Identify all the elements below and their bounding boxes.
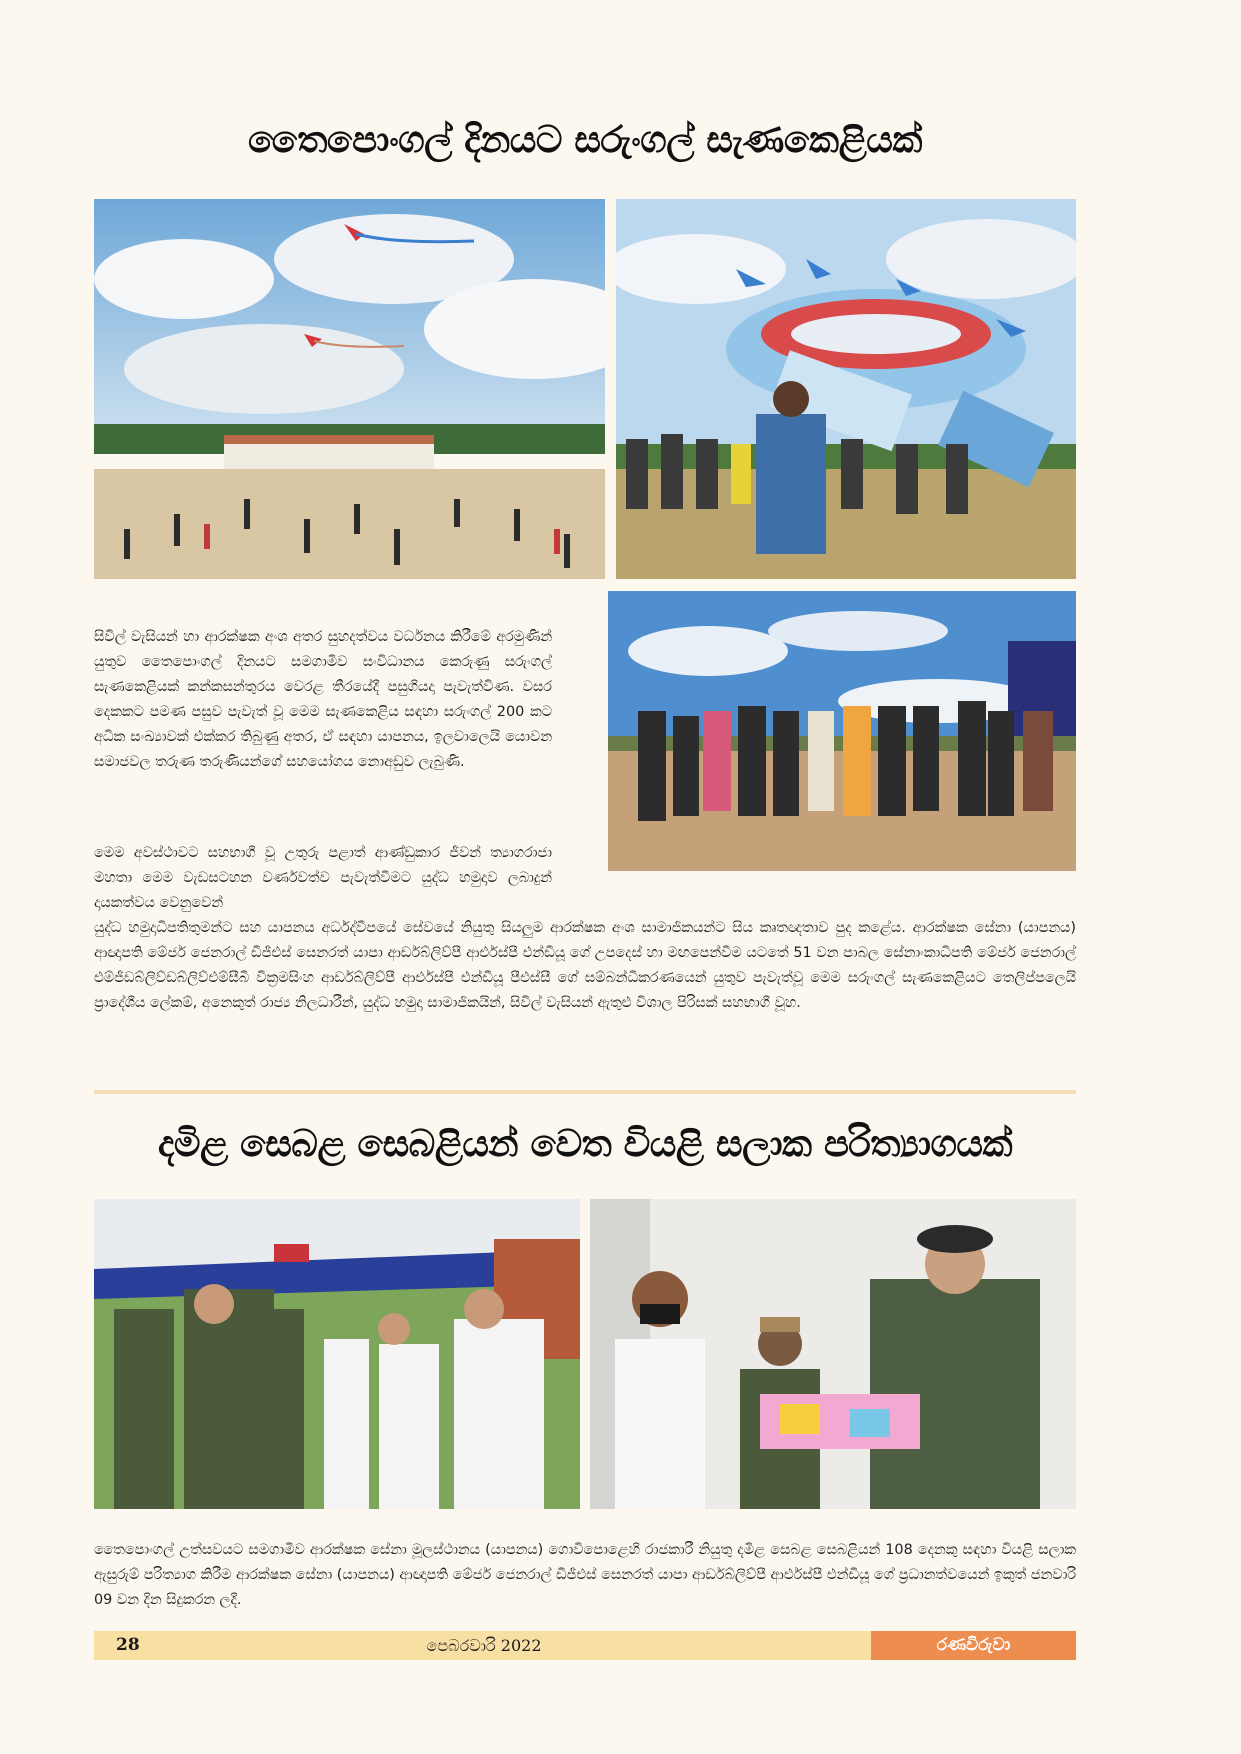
page-footer (94, 1631, 1076, 1660)
article1-paragraph-1: සිවිල් වැසියන් හා ආරක්ෂක අංශ අතර සුහදත්වය වර්ධනය කිරීමේ අරමුණින් යුතුව තෛපොංගල් දිනයට සමගාමීව සංවිධානය කෙරුණු සරුංගල් සැණකෙළියක් කන්කසන්තුරය වෙරළ තීරයේදී පසුගියදා පැවැත්විණ. වසර දෙකකට පමණ පසුව පැවැත් වූ මෙම සැණකෙළිය සඳහා සරුංගල් 200 කට අධික සංඛ්‍යාවක් එක්කර තිබුණු අතර, ඒ සඳහා යාපනය, ඉලවාලෙයි යොවන සමාජවල තරුණ තරුණියන්ගේ සහයෝගය නොඅඩුව ලැබුණි. (94, 629, 552, 770)
ration-distribution-photo (94, 1199, 580, 1509)
magazine-name: රණවිරුවා (871, 1631, 1076, 1660)
group-photo (608, 591, 1076, 871)
giant-kite-photo (616, 199, 1076, 579)
article1-paragraph-2a: මෙම අවස්ථාවට සහභාගී වූ උතුරු පළාත් ආණ්ඩුකාර ජීවන් ත්‍යාගරාජා මහතා මෙම වැඩසටහන වර්ණවත්ව පැවැත්වීමට යුද්ධ හමුදාව ලබාදුන් දායකත්වය වෙනුවෙන් (94, 845, 552, 911)
issue-date: පෙබරවාරි 2022 (426, 1636, 542, 1655)
article2-paragraph: තෛපොංගල් උත්සවයට සමගාමීව ආරක්ෂක සේනා මූලස්ථානය (යාපනය) ගොවිපොළෙහි රාජකාරී නියුතු දමිළ සෙබළ සෙබළියන් 108 දෙනකු සඳහා වියළි සලාක ඇසුරුම් පරිත්‍යාග කිරීම ආරක්ෂක සේනා (යාපනය) ආඥාපති මේජර් ජෙනරාල් ඩීජීඑස් සෙනරත් යාපා ආර්ඩබ්ලිව්පී ආර්එස්පී එන්ඩීයූ ගේ ප්‍රධානත්වයෙන් ඉකුත් ජනවාරි 09 වන දින සිදුකරන ලදී. (94, 1542, 1077, 1608)
parcel-handover-photo (590, 1199, 1076, 1509)
page-number: 28 (116, 1635, 140, 1655)
kite-beach-photo (94, 199, 605, 579)
article1-headline: තෛපොංගල් දිනයට සරුංගල් සැණකෙළියක් (248, 118, 922, 161)
article1-paragraph-2b: යුද්ධ හමුදාධිපතිතුමන්ට සහ යාපනය අර්ධද්වීපයේ සේවයේ නියුතු සියලුම ආරක්ෂක අංශ සාමාජිකයන්ට සිය කෘතඥතාව පුද කළේය. ආරක්ෂක සේනා (යාපනය) ආඥාපති මේජර් ජෙනරාල් ඩීජීඑස් සෙනරත් යාපා ආර්ඩබ්ලිව්පී ආර්එස්පී එන්ඩීයූ ගේ උපදෙස් හා මඟපෙන්වීම යටතේ 51 වන පාබල සේනාංකාධිපති මේජර් ජෙනරාල් එම්ජීඩබ්ලිව්ඩබ්ලිව්එම්සීබී වික්‍රමසිංහ ආර්ඩබ්ලිව්පී ආර්එස්පී එන්ඩීයූ පීඑස්සී ගේ සම්බන්ධීකරණයෙන් යුතුව පැවැත්වූ මෙම සරුංගල් සැණකෙළියට තෙලිප්පලෙයි ප්‍රාදේශීය ලේකම්, අනෙකුත් රාජ්‍ය නිලධාරීන්, යුද්ධ හමුදා සාමාජිකයින්, සිවිල් වැසියන් ඇතුළු විශාල පිරිසක් සහභාගී වූහ. (94, 920, 1076, 1011)
article2-headline: දමිළ සෙබළ සෙබළියන් වෙත වියළි සලාක පරිත්‍යාගයක් (157, 1122, 1013, 1165)
section-divider (94, 1090, 1076, 1094)
